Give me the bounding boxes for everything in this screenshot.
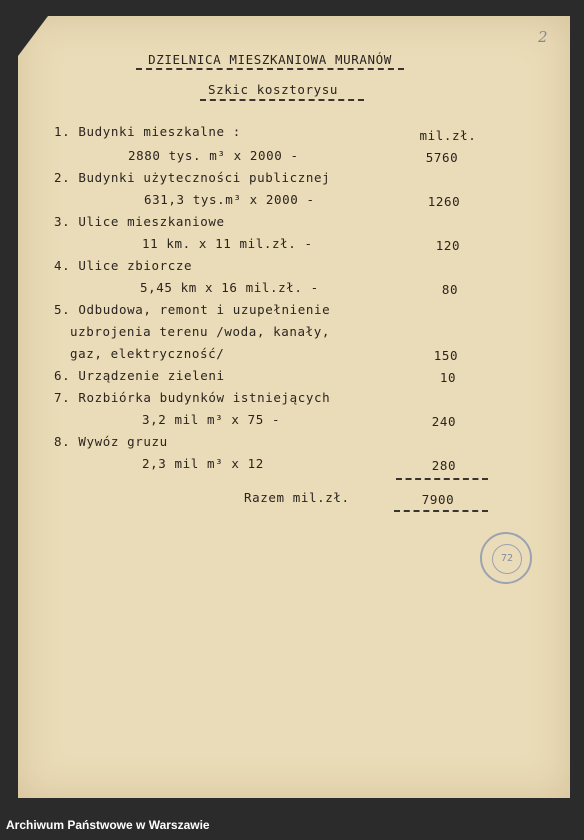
document-page bbox=[18, 16, 570, 798]
page-number: 2 bbox=[538, 28, 548, 46]
item-5-value: 150 bbox=[433, 348, 459, 363]
item-1-value: 5760 bbox=[425, 150, 459, 165]
item-7-value: 240 bbox=[431, 414, 457, 429]
archive-stamp bbox=[480, 532, 532, 584]
item-3-value: 120 bbox=[435, 238, 461, 253]
document-subtitle: Szkic kosztorysu bbox=[207, 82, 338, 97]
folded-corner bbox=[18, 16, 48, 56]
item-5-detail-line-2: uzbrojenia terenu /woda, kanały, bbox=[70, 324, 331, 339]
stamp-number: 72 bbox=[492, 544, 522, 574]
item-6-value: 10 bbox=[439, 370, 457, 385]
item-2-detail: 631,3 tys.m³ x 2000 - bbox=[144, 192, 315, 207]
item-2-label: 2. Budynki użyteczności publicznej bbox=[54, 170, 331, 185]
item-5-label: 5. Odbudowa, remont i uzupełnienie bbox=[54, 302, 331, 317]
archive-name: Archiwum Państwowe w Warszawie bbox=[6, 818, 210, 832]
title-underline bbox=[136, 68, 404, 70]
sum-rule bbox=[396, 478, 488, 480]
item-1-detail: 2880 tys. m³ x 2000 - bbox=[128, 148, 299, 163]
total-value: 7900 bbox=[421, 492, 455, 507]
item-2-value: 1260 bbox=[427, 194, 461, 209]
document-title: DZIELNICA MIESZKANIOWA MURANÓW bbox=[148, 52, 392, 67]
item-1-label: 1. Budynki mieszkalne : bbox=[54, 124, 241, 139]
item-3-detail: 11 km. x 11 mil.zł. - bbox=[142, 236, 313, 251]
archive-footer bbox=[0, 812, 584, 840]
item-4-detail: 5,45 km x 16 mil.zł. - bbox=[140, 280, 319, 295]
unit-header: mil.zł. bbox=[419, 128, 477, 143]
item-3-label: 3. Ulice mieszkaniowe bbox=[54, 214, 225, 229]
item-4-value: 80 bbox=[441, 282, 459, 297]
total-label: Razem mil.zł. bbox=[244, 490, 350, 505]
item-5-detail-line-3: gaz, elektryczność/ bbox=[70, 346, 225, 361]
total-double-rule bbox=[394, 510, 488, 512]
item-7-label: 7. Rozbiórka budynków istniejących bbox=[54, 390, 331, 405]
subtitle-underline bbox=[200, 99, 364, 101]
item-6-label: 6. Urządzenie zieleni bbox=[54, 368, 225, 383]
item-8-label: 8. Wywóz gruzu bbox=[54, 434, 168, 449]
item-8-detail: 2,3 mil m³ x 12 bbox=[142, 456, 264, 471]
item-7-detail: 3,2 mil m³ x 75 - bbox=[142, 412, 281, 427]
item-4-label: 4. Ulice zbiorcze bbox=[54, 258, 193, 273]
item-8-value: 280 bbox=[431, 458, 457, 473]
